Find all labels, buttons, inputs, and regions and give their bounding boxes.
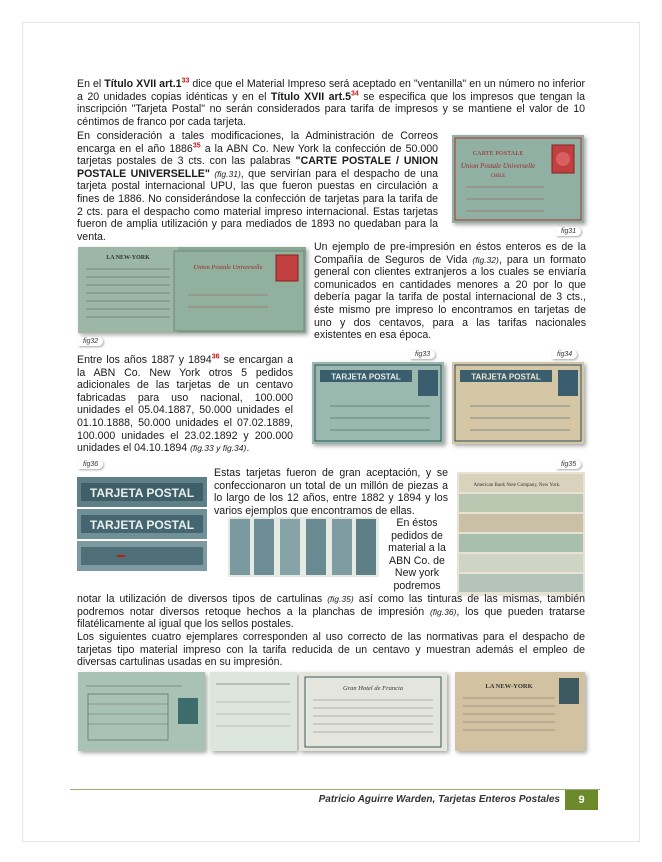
union-postale-text: Union Postale Universelle	[460, 162, 536, 170]
fig35-label: fig35	[556, 460, 581, 469]
gran-hotel-text: Gran Hotel de Francia	[342, 685, 404, 692]
bottom-card-image-2	[210, 672, 297, 751]
footnote-35[interactable]: 35	[192, 142, 201, 150]
bottom-card-image-3	[299, 672, 447, 751]
fig36-strip-1-text: TARJETA POSTAL	[89, 486, 195, 500]
carte-postale-text: CARTE POSTALE	[472, 150, 524, 157]
footnote-33[interactable]: 33	[181, 77, 190, 85]
footer-divider	[70, 789, 600, 790]
fig32-card-image	[78, 247, 306, 333]
paragraph-6: notar la utilización de diversos tipos de cartulinas (fig.35) así como las tinturas de las mismas, también podremos notar diversos retoque hechos a la planchas de impresión (fig.36), los que pueden tratarse filatélicamente al igual que los sellos postales.	[77, 593, 585, 631]
fig35-row-1-text: American Bank Note Company, New York.	[473, 483, 561, 488]
fig36-strip-image-1	[77, 477, 207, 507]
fig34-title-text: TARJETA POSTAL	[471, 372, 541, 382]
fig31-label: fig31	[556, 227, 581, 236]
chile-text: CHILE	[490, 174, 506, 179]
fig31-card-image	[452, 135, 584, 223]
paragraph-3: Un ejemplo de pre-impresión en éstos enteros es de la Compañía de Seguros de Vida (fig.32), para un formato general con clientes extranjeros a los cuales se enviaría comunicados en cantidades menores a 20 por lo que debería pagar la tarifa de postal internacional de 3 cts., éste mismo pre impreso lo encontramos en tarjetas de uno y dos centavos, para a las tarifas nacionales existentes en esa época.	[314, 241, 586, 342]
fig36-strip-2-text: TARJETA POSTAL	[89, 518, 195, 532]
paragraph-5: Estas tarjetas fueron de gran aceptación, y se confeccionaron un total de un millón de piezas a lo largo de los 12 años, entre 1882 y 1894 y los varios ejemplos que encontramos de ellas.	[214, 467, 448, 517]
bottom-la-new-york-text: LA NEW-YORK	[485, 683, 533, 690]
paragraph-4: Entre los años 1887 y 1894$^{36}$ se encargan a la ABN Co. New York otros 5 pedidos adicionales de las tarjetas de un centavo fabricadas para uso nacional, 100.000 unidades el 05.04.1887, 50.000 unidades el 01.10.1888, 50.000 unidades el 07.02.1889, 100.000 unidades el 23.02.1892 y 200.000 unidades el 04.10.1894 (fig.33 y fig.34).	[77, 353, 293, 455]
fig33-label: fig33	[410, 350, 435, 359]
fig34-card-image	[452, 362, 584, 444]
fig33-title-text: TARJETA POSTAL	[331, 372, 401, 382]
paragraph-2: En consideración a tales modificaciones, la Administración de Correos encarga en el año 1886$^{35}$ a la ABN Co. New York la confección de 50.000 tarjetas postales de 3 cts. con las palabras "CARTE POSTALE / UNION POSTALE UNIVERSELLE" (fig.31), que servirían para el despacho de una tarjeta postal internacional UPU, las que fueron puestas en circulación a fines de 1886. No considerándose la confección de tarjetas para la tarifa de 2 cts. para el despacho como material impreso internacional. Estas tarjetas fueron de amplia utilización y para mediados de 1893 no quedaban para la venta.	[77, 130, 439, 243]
page-number: 9	[565, 790, 598, 810]
footnote-36[interactable]: 36	[211, 353, 220, 361]
la-new-york-text: LA NEW-YORK	[106, 255, 150, 261]
fig33-card-image	[312, 362, 444, 444]
fig32-union-text: Union Postale Universelle	[193, 264, 263, 271]
footnote-34[interactable]: 34	[350, 90, 359, 98]
footer-author: Patricio Aguirre Warden, Tarjetas Enteros Postales	[318, 794, 560, 805]
fig36-strip-image-2	[77, 509, 207, 539]
fig35-stack-image	[457, 472, 585, 596]
paragraph-1: En el Título XVII $art.1^{33}$ dice que el Material Impreso será aceptado en "ventanilla" en un número no inferior a 20 unidades copias idénticas y en el Título XVII $art.5^{34}$ se especifica que los impresos que tengan la inscripción "Tarjeta Postal" no serán considerados para tarifa de impresos y se mantiene el valor de 10 céntimos de franco por cada tarjeta.	[77, 77, 586, 128]
fig36-vertical-strips-image	[228, 517, 379, 577]
bottom-card-image-4	[455, 672, 585, 751]
fig34-label: fig34	[552, 350, 577, 359]
fig36-label: fig36	[78, 460, 103, 469]
fig36-strip-image-3	[77, 541, 207, 571]
paragraph-6-column: En éstos pedidos de material a la ABN Co. de New york podremos	[388, 517, 446, 592]
bottom-card-image-1	[78, 672, 205, 751]
fig32-label: fig32	[78, 337, 103, 346]
paragraph-7: Los siguientes cuatro ejemplares corresponden al uso correcto de las normativas para el despacho de tarjetas tipo material impreso con la tarifa reducida de un centavo y muestran además el empleo de diversas cartulinas usadas en su impresión.	[77, 631, 585, 669]
